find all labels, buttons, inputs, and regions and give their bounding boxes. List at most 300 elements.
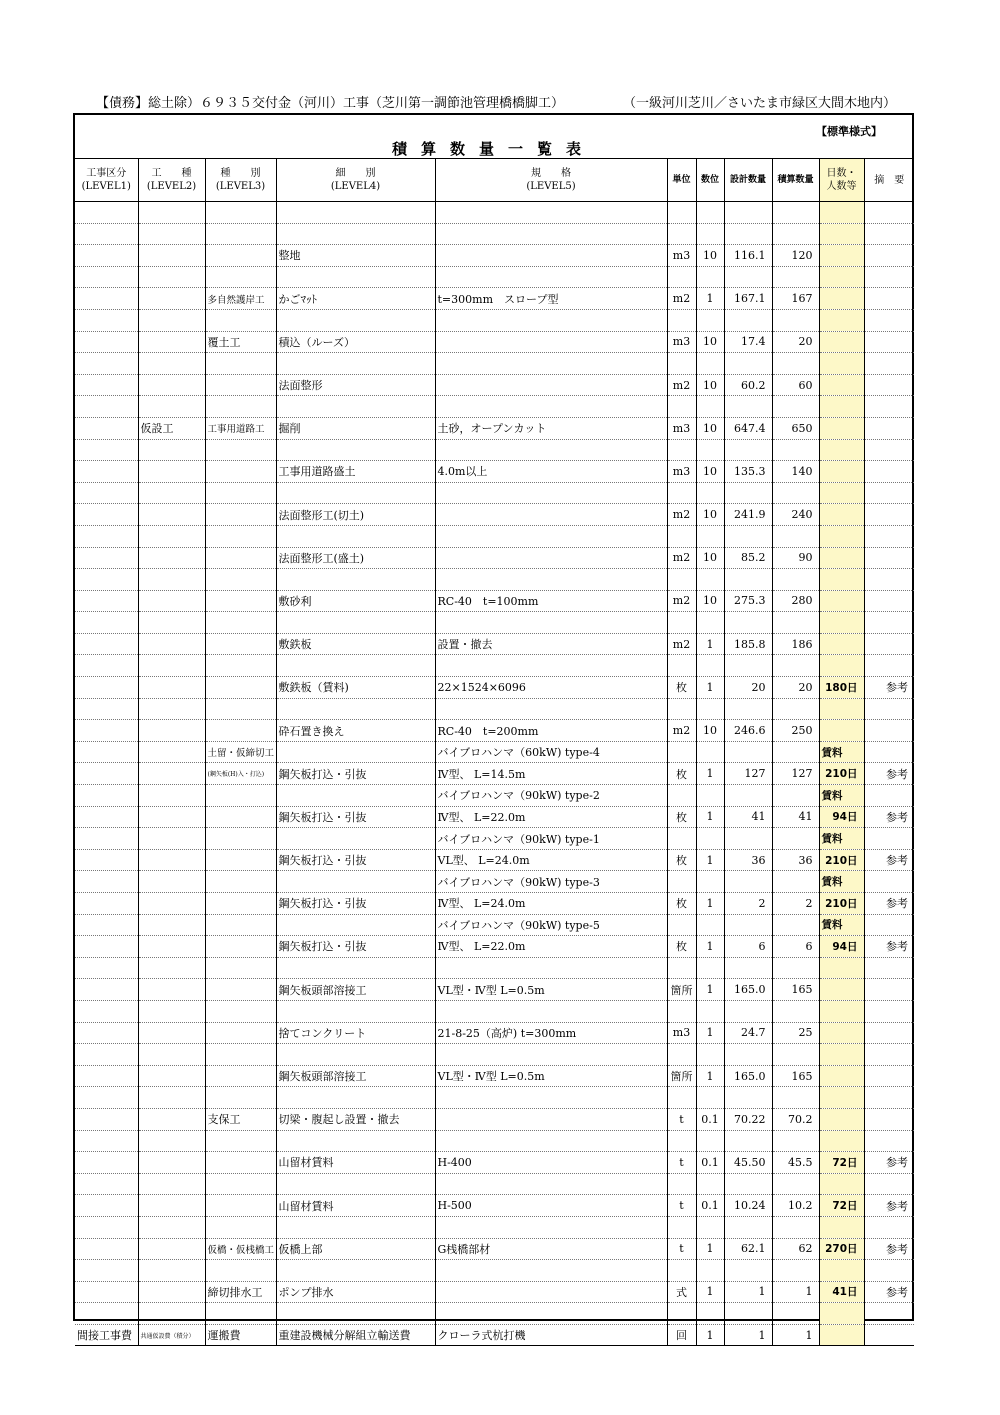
level5-cell bbox=[435, 396, 667, 418]
estimate-qty-cell bbox=[772, 957, 819, 979]
design-qty-cell: 10.24 bbox=[724, 1195, 772, 1217]
table-row bbox=[75, 461, 914, 483]
unit-cell bbox=[667, 655, 696, 677]
unit-cell bbox=[667, 266, 696, 288]
table-row bbox=[75, 871, 914, 893]
level5-cell: 設置・撤去 bbox=[435, 633, 667, 655]
level2-cell bbox=[138, 633, 205, 655]
level5-cell: t=300mm スロープ型 bbox=[435, 288, 667, 310]
unit-cell bbox=[667, 828, 696, 850]
days-cell bbox=[819, 374, 864, 396]
unit-cell: t bbox=[667, 1238, 696, 1260]
level5-cell bbox=[435, 655, 667, 677]
level4-cell bbox=[276, 785, 435, 807]
design-qty-cell: 1 bbox=[724, 1324, 772, 1346]
days-cell: 41日 bbox=[819, 1281, 864, 1303]
level2-cell: 仮設工 bbox=[138, 417, 205, 439]
days-cell bbox=[819, 353, 864, 375]
design-qty-cell: 24.7 bbox=[724, 1022, 772, 1044]
unit-cell bbox=[667, 871, 696, 893]
unit-cell: 枚 bbox=[667, 849, 696, 871]
days-cell bbox=[819, 569, 864, 591]
column-header-level: 人数等 bbox=[826, 181, 857, 192]
level2-cell bbox=[138, 309, 205, 331]
level4-cell: 敷鉄板（賃料) bbox=[276, 677, 435, 699]
level5-cell bbox=[435, 374, 667, 396]
days-cell bbox=[819, 1022, 864, 1044]
days-cell: 72日 bbox=[819, 1152, 864, 1174]
column-header-label: 数位 bbox=[700, 174, 719, 185]
estimate-qty-cell bbox=[772, 914, 819, 936]
unit-cell: 枚 bbox=[667, 677, 696, 699]
level1-cell bbox=[75, 698, 138, 720]
digit-cell: 0.1 bbox=[696, 1152, 724, 1174]
design-qty-cell bbox=[724, 1000, 772, 1022]
table-row bbox=[75, 741, 914, 763]
level1-cell bbox=[75, 1065, 138, 1087]
column-header-label: 摘 要 bbox=[874, 174, 905, 186]
column-header-level: (LEVEL4) bbox=[330, 181, 381, 192]
estimate-qty-cell bbox=[772, 741, 819, 763]
estimate-qty-cell: 20 bbox=[772, 677, 819, 699]
level5-cell bbox=[435, 482, 667, 504]
unit-cell bbox=[667, 223, 696, 245]
level5-cell: H-500 bbox=[435, 1195, 667, 1217]
digit-cell: 10 bbox=[696, 245, 724, 267]
days-cell bbox=[819, 1324, 864, 1346]
level2-cell bbox=[138, 741, 205, 763]
days-cell bbox=[819, 633, 864, 655]
level5-cell: G桟橋部材 bbox=[435, 1238, 667, 1260]
column-header-level: (LEVEL2) bbox=[146, 181, 197, 192]
document-header bbox=[96, 92, 896, 110]
column-header-label: 設計数量 bbox=[729, 174, 766, 185]
level1-cell bbox=[75, 849, 138, 871]
digit-cell bbox=[696, 309, 724, 331]
level4-cell: 山留材賃料 bbox=[276, 1152, 435, 1174]
level5-cell bbox=[435, 1130, 667, 1152]
level5-cell bbox=[435, 331, 667, 353]
days-cell: 270日 bbox=[819, 1238, 864, 1260]
estimate-qty-cell bbox=[772, 569, 819, 591]
column-header-level: (LEVEL5) bbox=[526, 181, 576, 192]
level3-cell bbox=[205, 266, 276, 288]
estimate-qty-cell bbox=[772, 202, 819, 224]
table-row bbox=[75, 957, 914, 979]
table-row bbox=[75, 202, 914, 224]
column-header-label: 細 別 bbox=[335, 168, 376, 179]
design-qty-cell bbox=[724, 612, 772, 634]
days-cell bbox=[819, 461, 864, 483]
level4-cell: 切梁・腹起し設置・撤去 bbox=[276, 1108, 435, 1130]
table-row bbox=[75, 1065, 914, 1087]
level3-cell bbox=[205, 806, 276, 828]
remarks-cell bbox=[864, 1260, 914, 1282]
estimate-qty-cell: 36 bbox=[772, 849, 819, 871]
column-header bbox=[772, 159, 819, 202]
remarks-cell bbox=[864, 353, 914, 375]
level5-cell bbox=[435, 309, 667, 331]
column-header-level: (LEVEL1) bbox=[81, 181, 131, 192]
unit-cell: m2 bbox=[667, 633, 696, 655]
digit-cell bbox=[696, 655, 724, 677]
level5-cell bbox=[435, 504, 667, 526]
level2-cell bbox=[138, 612, 205, 634]
remarks-cell bbox=[864, 396, 914, 418]
estimate-qty-cell: 650 bbox=[772, 417, 819, 439]
level1-cell bbox=[75, 590, 138, 612]
digit-cell: 1 bbox=[696, 1022, 724, 1044]
level3-cell bbox=[205, 1173, 276, 1195]
table-row bbox=[75, 828, 914, 850]
design-qty-cell: 6 bbox=[724, 936, 772, 958]
design-qty-cell bbox=[724, 1130, 772, 1152]
level4-cell bbox=[276, 569, 435, 591]
table-row bbox=[75, 806, 914, 828]
digit-cell: 10 bbox=[696, 461, 724, 483]
digit-cell bbox=[696, 1087, 724, 1109]
days-cell bbox=[819, 590, 864, 612]
level5-cell: クローラ式杭打機 bbox=[435, 1324, 667, 1346]
level2-cell bbox=[138, 677, 205, 699]
table-row bbox=[75, 1324, 914, 1346]
level1-cell bbox=[75, 828, 138, 850]
level5-cell bbox=[435, 1173, 667, 1195]
digit-cell: 1 bbox=[696, 633, 724, 655]
days-cell bbox=[819, 245, 864, 267]
estimate-qty-cell bbox=[772, 1303, 819, 1325]
level5-cell bbox=[435, 1281, 667, 1303]
level1-cell bbox=[75, 1238, 138, 1260]
level1-cell bbox=[75, 1216, 138, 1238]
digit-cell bbox=[696, 914, 724, 936]
design-qty-cell: 17.4 bbox=[724, 331, 772, 353]
days-cell bbox=[819, 266, 864, 288]
level3-cell: 多自然護岸工 bbox=[205, 288, 276, 310]
unit-cell: 回 bbox=[667, 1324, 696, 1346]
level2-cell bbox=[138, 1130, 205, 1152]
level4-cell bbox=[276, 1130, 435, 1152]
level3-cell bbox=[205, 547, 276, 569]
days-cell bbox=[819, 439, 864, 461]
unit-cell bbox=[667, 785, 696, 807]
column-header-label: 積算数量 bbox=[777, 174, 814, 185]
level5-cell bbox=[435, 439, 667, 461]
level3-cell bbox=[205, 245, 276, 267]
estimate-qty-cell bbox=[772, 612, 819, 634]
level4-cell bbox=[276, 482, 435, 504]
estimate-qty-cell: 6 bbox=[772, 936, 819, 958]
quantity-table bbox=[75, 158, 914, 1346]
design-qty-cell: 85.2 bbox=[724, 547, 772, 569]
table-row bbox=[75, 482, 914, 504]
digit-cell bbox=[696, 1303, 724, 1325]
table-row bbox=[75, 720, 914, 742]
level1-cell bbox=[75, 353, 138, 375]
table-row bbox=[75, 655, 914, 677]
level2-cell bbox=[138, 525, 205, 547]
level1-cell bbox=[75, 633, 138, 655]
level5-cell bbox=[435, 1044, 667, 1066]
level1-cell bbox=[75, 1173, 138, 1195]
level1-cell bbox=[75, 677, 138, 699]
estimate-qty-cell: 127 bbox=[772, 763, 819, 785]
table-row bbox=[75, 309, 914, 331]
remarks-cell bbox=[864, 504, 914, 526]
days-cell bbox=[819, 288, 864, 310]
level5-cell bbox=[435, 1303, 667, 1325]
level5-cell: Ⅳ型、 L=22.0m bbox=[435, 806, 667, 828]
digit-cell bbox=[696, 1216, 724, 1238]
level5-cell bbox=[435, 612, 667, 634]
level3-cell bbox=[205, 461, 276, 483]
estimate-qty-cell bbox=[772, 698, 819, 720]
design-qty-cell bbox=[724, 1260, 772, 1282]
estimate-qty-cell: 140 bbox=[772, 461, 819, 483]
days-cell bbox=[819, 1044, 864, 1066]
level4-cell bbox=[276, 698, 435, 720]
level5-cell bbox=[435, 353, 667, 375]
remarks-cell bbox=[864, 1022, 914, 1044]
unit-cell bbox=[667, 525, 696, 547]
level5-cell: 土砂，オープンカット bbox=[435, 417, 667, 439]
days-cell: 賃料 bbox=[819, 741, 864, 763]
design-qty-cell bbox=[724, 309, 772, 331]
days-cell bbox=[819, 309, 864, 331]
level5-cell: H-400 bbox=[435, 1152, 667, 1174]
remarks-cell bbox=[864, 569, 914, 591]
level3-cell: 土留・仮締切工 bbox=[205, 741, 276, 763]
level2-cell bbox=[138, 202, 205, 224]
level4-cell bbox=[276, 353, 435, 375]
column-header-label: 工 種 bbox=[151, 168, 192, 179]
digit-cell: 1 bbox=[696, 1238, 724, 1260]
days-cell: 210日 bbox=[819, 849, 864, 871]
remarks-cell bbox=[864, 1130, 914, 1152]
level1-cell bbox=[75, 1130, 138, 1152]
unit-cell: 枚 bbox=[667, 806, 696, 828]
column-header bbox=[435, 159, 667, 202]
level3-cell bbox=[205, 914, 276, 936]
design-qty-cell: 241.9 bbox=[724, 504, 772, 526]
estimate-qty-cell bbox=[772, 525, 819, 547]
table-row bbox=[75, 1281, 914, 1303]
digit-cell bbox=[696, 957, 724, 979]
level3-cell bbox=[205, 677, 276, 699]
level4-cell bbox=[276, 1260, 435, 1282]
level2-cell bbox=[138, 1108, 205, 1130]
level4-cell: 捨てコンクリート bbox=[276, 1022, 435, 1044]
remarks-cell bbox=[864, 439, 914, 461]
unit-cell: m2 bbox=[667, 720, 696, 742]
digit-cell: 10 bbox=[696, 590, 724, 612]
level5-cell bbox=[435, 698, 667, 720]
level2-cell bbox=[138, 698, 205, 720]
quantity-sheet bbox=[73, 113, 914, 1343]
level1-cell bbox=[75, 1000, 138, 1022]
unit-cell bbox=[667, 957, 696, 979]
level2-cell bbox=[138, 1281, 205, 1303]
remarks-cell: 参考 bbox=[864, 1152, 914, 1174]
design-qty-cell: 135.3 bbox=[724, 461, 772, 483]
remarks-cell bbox=[864, 828, 914, 850]
unit-cell: t bbox=[667, 1195, 696, 1217]
estimate-qty-cell bbox=[772, 1130, 819, 1152]
digit-cell bbox=[696, 396, 724, 418]
level5-cell bbox=[435, 223, 667, 245]
column-header bbox=[205, 159, 276, 202]
table-row bbox=[75, 547, 914, 569]
level3-cell: 締切排水工 bbox=[205, 1281, 276, 1303]
level3-cell bbox=[205, 504, 276, 526]
estimate-qty-cell: 167 bbox=[772, 288, 819, 310]
level4-cell bbox=[276, 612, 435, 634]
design-qty-cell bbox=[724, 1303, 772, 1325]
table-row bbox=[75, 1108, 914, 1130]
remarks-cell bbox=[864, 331, 914, 353]
unit-cell bbox=[667, 1130, 696, 1152]
level3-cell bbox=[205, 979, 276, 1001]
level2-cell bbox=[138, 461, 205, 483]
days-cell bbox=[819, 396, 864, 418]
level4-cell: 鋼矢板打込・引抜 bbox=[276, 936, 435, 958]
level3-cell: 仮橋・仮桟橋工 bbox=[205, 1238, 276, 1260]
level4-cell: ポンプ排水 bbox=[276, 1281, 435, 1303]
level5-cell: Ⅳ型、 L=22.0m bbox=[435, 936, 667, 958]
digit-cell bbox=[696, 612, 724, 634]
remarks-cell bbox=[864, 202, 914, 224]
level5-cell: バイブロハンマ（90kW) type-2 bbox=[435, 785, 667, 807]
estimate-qty-cell: 186 bbox=[772, 633, 819, 655]
design-qty-cell: 246.6 bbox=[724, 720, 772, 742]
level4-cell bbox=[276, 223, 435, 245]
unit-cell bbox=[667, 1173, 696, 1195]
design-qty-cell: 60.2 bbox=[724, 374, 772, 396]
estimate-qty-cell bbox=[772, 439, 819, 461]
unit-cell: m2 bbox=[667, 374, 696, 396]
table-row bbox=[75, 1130, 914, 1152]
level5-cell bbox=[435, 1087, 667, 1109]
days-cell bbox=[819, 202, 864, 224]
digit-cell bbox=[696, 223, 724, 245]
digit-cell: 10 bbox=[696, 547, 724, 569]
level1-cell bbox=[75, 936, 138, 958]
design-qty-cell bbox=[724, 957, 772, 979]
level3-cell bbox=[205, 223, 276, 245]
level3-cell bbox=[205, 1195, 276, 1217]
column-header bbox=[864, 159, 914, 202]
unit-cell: m3 bbox=[667, 417, 696, 439]
level5-cell bbox=[435, 1216, 667, 1238]
digit-cell bbox=[696, 1130, 724, 1152]
table-row bbox=[75, 504, 914, 526]
level2-cell bbox=[138, 1260, 205, 1282]
remarks-cell bbox=[864, 914, 914, 936]
column-header bbox=[667, 159, 696, 202]
column-header bbox=[138, 159, 205, 202]
estimate-qty-cell: 240 bbox=[772, 504, 819, 526]
table-row bbox=[75, 331, 914, 353]
level4-cell bbox=[276, 525, 435, 547]
days-cell bbox=[819, 957, 864, 979]
remarks-cell bbox=[864, 1216, 914, 1238]
level4-cell bbox=[276, 309, 435, 331]
table-row bbox=[75, 590, 914, 612]
remarks-cell: 参考 bbox=[864, 893, 914, 915]
level4-cell bbox=[276, 266, 435, 288]
level1-cell bbox=[75, 741, 138, 763]
level5-cell: 22×1524×6096 bbox=[435, 677, 667, 699]
level2-cell bbox=[138, 957, 205, 979]
design-qty-cell: 62.1 bbox=[724, 1238, 772, 1260]
unit-cell bbox=[667, 914, 696, 936]
days-cell bbox=[819, 482, 864, 504]
estimate-qty-cell: 2 bbox=[772, 893, 819, 915]
table-row bbox=[75, 633, 914, 655]
digit-cell: 10 bbox=[696, 331, 724, 353]
design-qty-cell bbox=[724, 1173, 772, 1195]
level3-cell bbox=[205, 569, 276, 591]
remarks-cell: 参考 bbox=[864, 936, 914, 958]
remarks-cell bbox=[864, 1324, 914, 1346]
digit-cell: 1 bbox=[696, 1281, 724, 1303]
estimate-qty-cell: 60 bbox=[772, 374, 819, 396]
level5-cell: RC-40 t=200mm bbox=[435, 720, 667, 742]
level2-cell bbox=[138, 936, 205, 958]
level4-cell: 敷砂利 bbox=[276, 590, 435, 612]
remarks-cell: 参考 bbox=[864, 806, 914, 828]
estimate-qty-cell: 165 bbox=[772, 979, 819, 1001]
level3-cell bbox=[205, 871, 276, 893]
level3-cell bbox=[205, 893, 276, 915]
digit-cell: 1 bbox=[696, 979, 724, 1001]
table-row bbox=[75, 1260, 914, 1282]
level1-cell bbox=[75, 1087, 138, 1109]
column-header bbox=[75, 159, 138, 202]
unit-cell bbox=[667, 396, 696, 418]
level2-cell bbox=[138, 720, 205, 742]
design-qty-cell: 165.0 bbox=[724, 1065, 772, 1087]
table-row bbox=[75, 1152, 914, 1174]
remarks-cell bbox=[864, 374, 914, 396]
level2-cell bbox=[138, 893, 205, 915]
unit-cell: 式 bbox=[667, 1281, 696, 1303]
estimate-qty-cell: 120 bbox=[772, 245, 819, 267]
remarks-cell: 参考 bbox=[864, 1238, 914, 1260]
level1-cell bbox=[75, 309, 138, 331]
level4-cell bbox=[276, 871, 435, 893]
level5-cell bbox=[435, 525, 667, 547]
level3-cell bbox=[205, 396, 276, 418]
level1-cell bbox=[75, 785, 138, 807]
level2-cell bbox=[138, 223, 205, 245]
days-cell bbox=[819, 1173, 864, 1195]
level1-cell bbox=[75, 893, 138, 915]
level4-cell bbox=[276, 1303, 435, 1325]
level4-cell: 仮橋上部 bbox=[276, 1238, 435, 1260]
level3-cell bbox=[205, 720, 276, 742]
level4-cell bbox=[276, 1000, 435, 1022]
level1-cell bbox=[75, 806, 138, 828]
table-row bbox=[75, 763, 914, 785]
estimate-qty-cell bbox=[772, 1000, 819, 1022]
remarks-cell bbox=[864, 525, 914, 547]
level4-cell bbox=[276, 396, 435, 418]
remarks-cell bbox=[864, 1303, 914, 1325]
level5-cell: ⅤL型・Ⅳ型 L=0.5m bbox=[435, 979, 667, 1001]
level1-cell bbox=[75, 482, 138, 504]
level2-cell bbox=[138, 569, 205, 591]
